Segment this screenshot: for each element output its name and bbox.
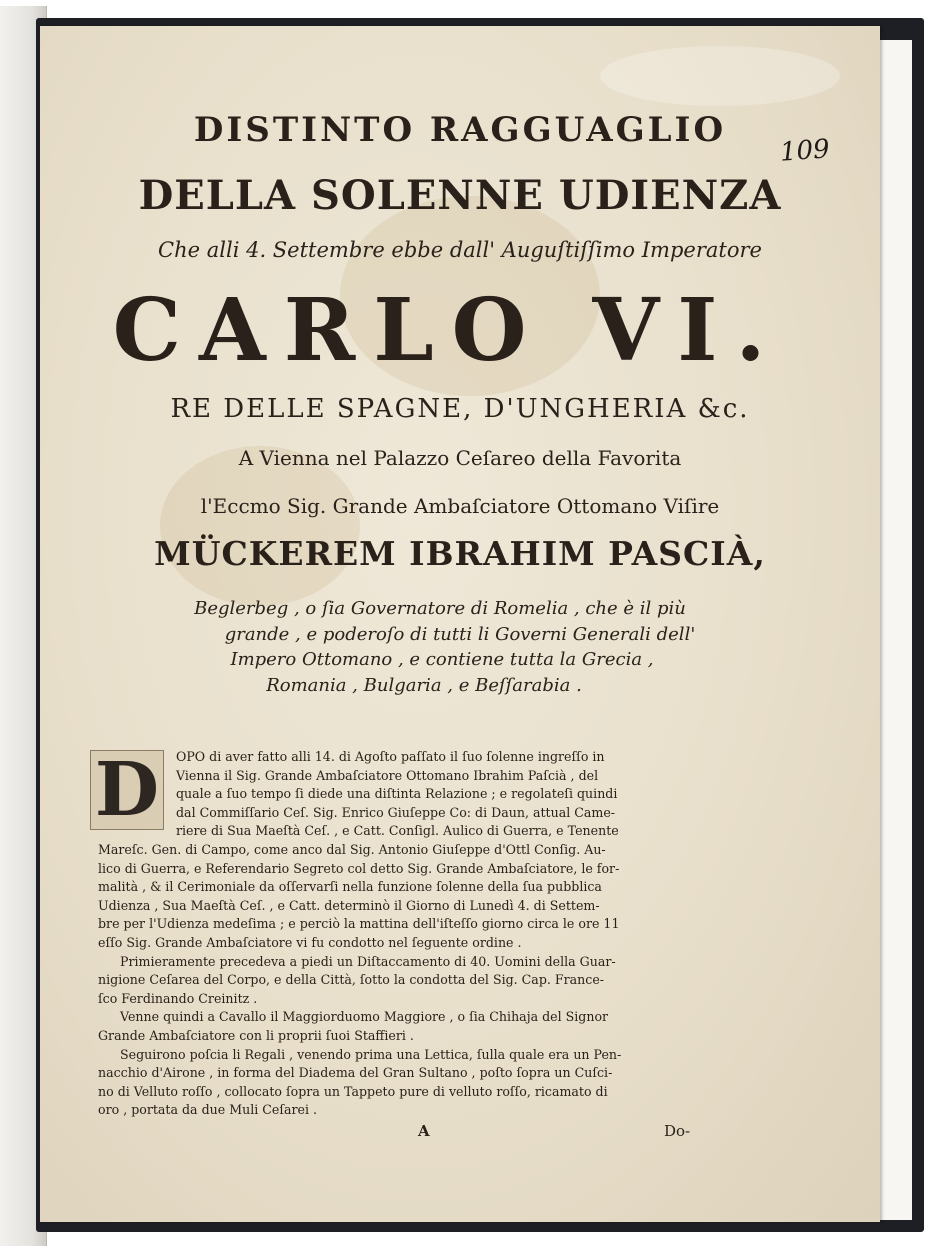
- body-line: lico di Guerra, e Referendario Segreto col detto Sig. Grande Ambaſciatore, le for-: [98, 860, 620, 876]
- body-line: eſſo Sig. Grande Ambaſciatore vi fu condotto nel ſeguente ordine .: [98, 934, 522, 950]
- title-line-7: l'Eccmo Sig. Grande Ambaſciatore Ottomano Viſire: [200, 494, 720, 518]
- page-footer: [40, 1122, 880, 1142]
- body-line: oro , portata da due Muli Ceſarei .: [98, 1102, 318, 1118]
- title-line-1: DISTINTO RAGGUAGLIO: [193, 110, 727, 150]
- subtitle-line: Romania , Bulgaria , e Beſſarabia .: [266, 675, 582, 696]
- document-page: [40, 26, 880, 1222]
- subtitle-line: grande , e poderoſo di tutti li Governi Generali dell': [224, 624, 696, 645]
- subtitle-line: Beglerbeg , o ſia Governatore di Romelia , che è il più: [194, 598, 686, 619]
- body-line: Primieramente precedeva a piedi un Diſtaccamento di 40. Uomini della Guar-: [120, 953, 616, 969]
- body-line: Seguirono poſcia li Regali , venendo prima una Lettica, ſulla quale era un Pen-: [120, 1046, 622, 1062]
- body-line: nigione Ceſarea del Corpo, e della Città, ſotto la condotta del Sig. Cap. France-: [98, 972, 605, 988]
- body-line: ſco Ferdinando Creinitz .: [98, 990, 258, 1006]
- body-line: quale a ſuo tempo ſi diede una diſtinta Relazione ; e regolateſi quindi: [176, 786, 618, 802]
- title-line-2: DELLA SOLENNE UDIENZA: [138, 172, 782, 219]
- body-line: Mareſc. Gen. di Campo, come anco dal Sig. Antonio Giuſeppe d'Ottl Conſig. Au-: [98, 841, 606, 857]
- subtitle-line: Impero Ottomano , e contiene tutta la Grecia ,: [230, 649, 654, 670]
- paper-stain: [600, 46, 840, 106]
- body-line: Udienza , Sua Maeſtà Ceſ. , e Catt. determinò il Giorno di Lunedì 4. di Settem-: [98, 897, 600, 913]
- folio-number: 109: [779, 134, 831, 168]
- body-line: malità , & il Cerimoniale da oſſervarſi nella funzione ſolenne della ſua pubblica: [98, 879, 602, 895]
- paper-stain: [160, 446, 360, 606]
- title-line-3: Che alli 4. Settembre ebbe dall' Auguſtiſſimo Imperatore: [158, 238, 762, 262]
- body-line: Grande Ambaſciatore con li proprii ſuoi Staffieri .: [98, 1027, 414, 1043]
- body-line: nacchio d'Airone , in forma del Diadema del Gran Sultano , poſto ſopra un Cuſci-: [98, 1065, 613, 1081]
- body-text: [98, 748, 778, 1120]
- body-line: Venne quindi a Cavallo il Maggiorduomo Maggiore , o ſia Chihaja del Signor: [120, 1009, 609, 1025]
- drop-cap: D: [90, 750, 164, 830]
- title-line-6: A Vienna nel Palazzo Ceſareo della Favorita: [238, 446, 682, 470]
- body-line: dal Commiſſario Ceſ. Sig. Enrico Giuſeppe Co: di Daun, attual Came-: [176, 804, 616, 820]
- title-carlo-vi: CARLO VI.: [112, 280, 784, 381]
- body-line: OPO di aver fatto alli 14. di Agoſto paſſato il ſuo ſolenne ingreſſo in: [176, 749, 605, 764]
- signature-mark: A: [418, 1122, 430, 1140]
- catchword: Do-: [664, 1122, 691, 1140]
- title-line-5: RE DELLE SPAGNE, D'UNGHERIA &c.: [170, 394, 750, 424]
- body-line: no di Velluto roſſo , collocato ſopra un Tappeto pure di velluto roſſo, ricamato di: [98, 1083, 608, 1099]
- body-line: bre per l'Udienza medeſima ; e perciò la mattina dell'iſteſſo giorno circa le ore 11: [98, 916, 620, 932]
- body-line: riere di Sua Maeſtà Ceſ. , e Catt. Conſigl. Aulico di Guerra, e Tenente: [176, 823, 619, 839]
- body-line: Vienna il Sig. Grande Ambaſciatore Ottomano Ibrahim Paſcià , del: [176, 767, 599, 783]
- title-ambassador-name: MÜCKEREM IBRAHIM PASCIÀ,: [154, 534, 766, 573]
